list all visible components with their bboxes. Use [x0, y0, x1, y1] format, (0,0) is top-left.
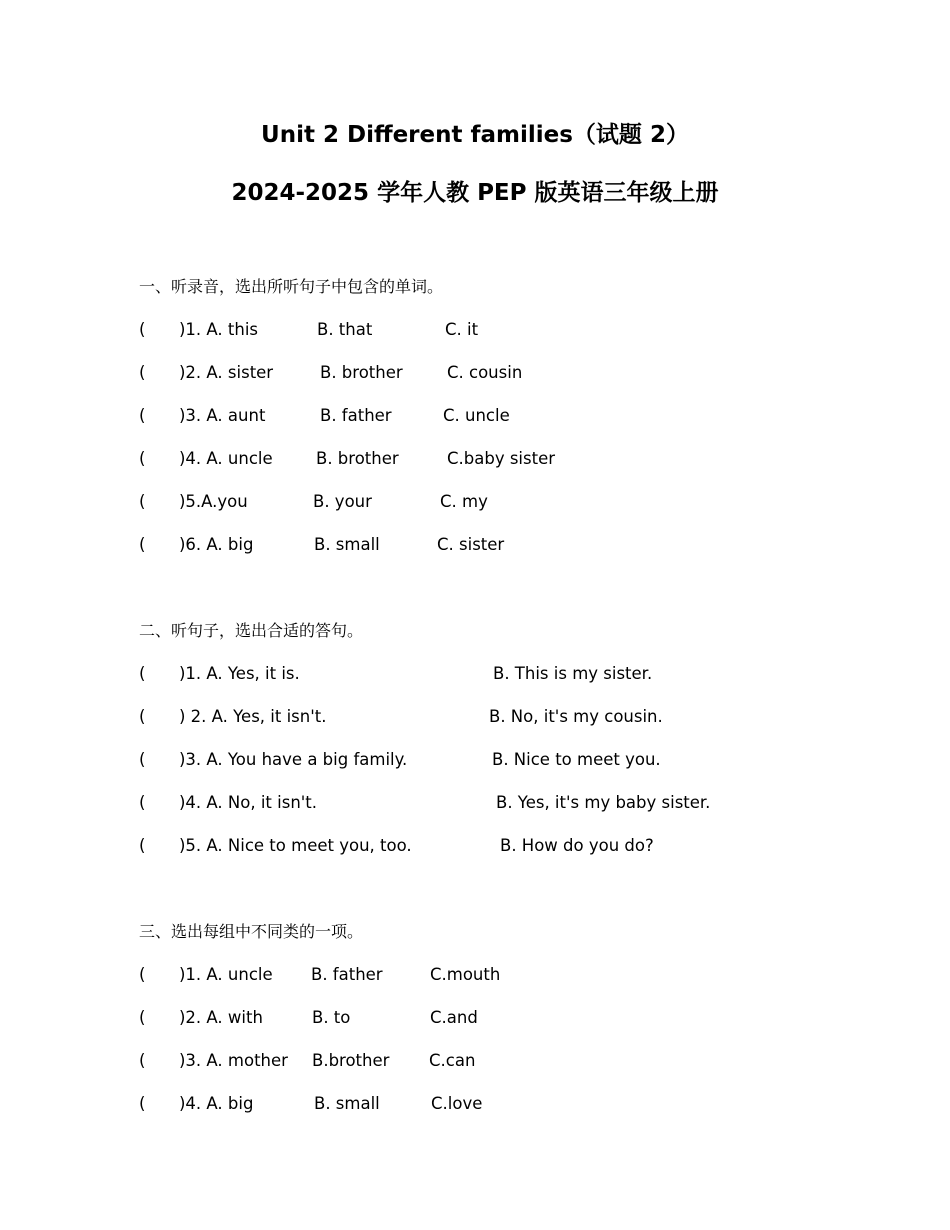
answer-paren-open: ( [139, 449, 146, 468]
answer-paren-open: ( [139, 965, 146, 984]
question-option-b: B. your [313, 492, 372, 511]
question-option-a: )1. A. this [179, 320, 259, 339]
section-2-question-3 [139, 748, 899, 772]
section-3-heading: 三、选出每组中不同类的一项。 [139, 922, 364, 941]
question-option-b: B. This is my sister. [493, 664, 653, 683]
answer-paren-open: ( [139, 707, 146, 726]
question-option-a: )4. A. No, it isn't. [179, 793, 318, 812]
answer-paren-open: ( [139, 836, 146, 855]
question-option-a: )4. A. uncle [179, 449, 273, 468]
question-option-c: C. uncle [443, 406, 510, 425]
answer-paren-open: ( [139, 363, 146, 382]
question-option-a: ) 2. A. Yes, it isn't. [179, 707, 327, 726]
section-1-question-4 [139, 447, 899, 471]
question-option-b: B. father [311, 965, 383, 984]
section-1-question-1 [139, 318, 899, 342]
question-option-a: )5. A. Nice to meet you, too. [179, 836, 412, 855]
answer-paren-open: ( [139, 664, 146, 683]
answer-paren-open: ( [139, 793, 146, 812]
question-option-c: C.can [429, 1051, 476, 1070]
answer-paren-open: ( [139, 535, 146, 554]
question-option-b: B. that [317, 320, 373, 339]
question-option-b: B. small [314, 535, 380, 554]
question-option-b: B. Yes, it's my baby sister. [496, 793, 711, 812]
section-3-question-2 [139, 1006, 899, 1030]
section-3-question-1 [139, 963, 899, 987]
section-3-question-3 [139, 1049, 899, 1073]
question-option-b: B. small [314, 1094, 380, 1113]
question-option-b: B. brother [320, 363, 403, 382]
answer-paren-open: ( [139, 320, 146, 339]
section-2-heading: 二、听句子，选出合适的答句。 [139, 621, 364, 640]
answer-paren-open: ( [139, 492, 146, 511]
question-option-c: C.mouth [430, 965, 501, 984]
worksheet-subtitle: 2024-2025 学年人教 PEP 版英语三年级上册 [231, 180, 719, 206]
question-option-a: )2. A. with [179, 1008, 263, 1027]
question-option-a: )3. A. aunt [179, 406, 266, 425]
section-3-question-4 [139, 1092, 899, 1116]
answer-paren-open: ( [139, 1008, 146, 1027]
question-option-a: )3. A. mother [179, 1051, 288, 1070]
question-option-c: C.and [430, 1008, 478, 1027]
section-2-question-5 [139, 834, 899, 858]
question-option-c: C. cousin [447, 363, 523, 382]
question-option-c: C. sister [437, 535, 505, 554]
question-option-a: )4. A. big [179, 1094, 254, 1113]
question-option-b: B. father [320, 406, 392, 425]
section-2-question-2 [139, 705, 899, 729]
worksheet-title: Unit 2 Different families（试题 2） [261, 122, 689, 148]
question-option-a: )2. A. sister [179, 363, 274, 382]
question-option-b: B.brother [312, 1051, 390, 1070]
question-option-b: B. How do you do? [500, 836, 654, 855]
question-option-b: B. Nice to meet you. [492, 750, 661, 769]
question-option-a: )3. A. You have a big family. [179, 750, 408, 769]
section-1-question-6 [139, 533, 899, 557]
answer-paren-open: ( [139, 406, 146, 425]
section-1-question-3 [139, 404, 899, 428]
answer-paren-open: ( [139, 750, 146, 769]
question-option-a: )6. A. big [179, 535, 254, 554]
answer-paren-open: ( [139, 1051, 146, 1070]
section-1-heading: 一、听录音，选出所听句子中包含的单词。 [139, 277, 444, 296]
section-1-question-5 [139, 490, 899, 514]
section-2-question-1 [139, 662, 899, 686]
question-option-b: B. No, it's my cousin. [489, 707, 663, 726]
question-option-b: B. to [312, 1008, 351, 1027]
question-option-c: C. it [445, 320, 479, 339]
question-option-b: B. brother [316, 449, 399, 468]
question-option-a: )1. A. uncle [179, 965, 273, 984]
answer-paren-open: ( [139, 1094, 146, 1113]
question-option-c: C.baby sister [447, 449, 556, 468]
question-option-c: C. my [440, 492, 488, 511]
question-option-a: )1. A. Yes, it is. [179, 664, 300, 683]
section-1-question-2 [139, 361, 899, 385]
section-2-question-4 [139, 791, 899, 815]
question-option-a: )5.A.you [179, 492, 248, 511]
question-option-c: C.love [431, 1094, 483, 1113]
